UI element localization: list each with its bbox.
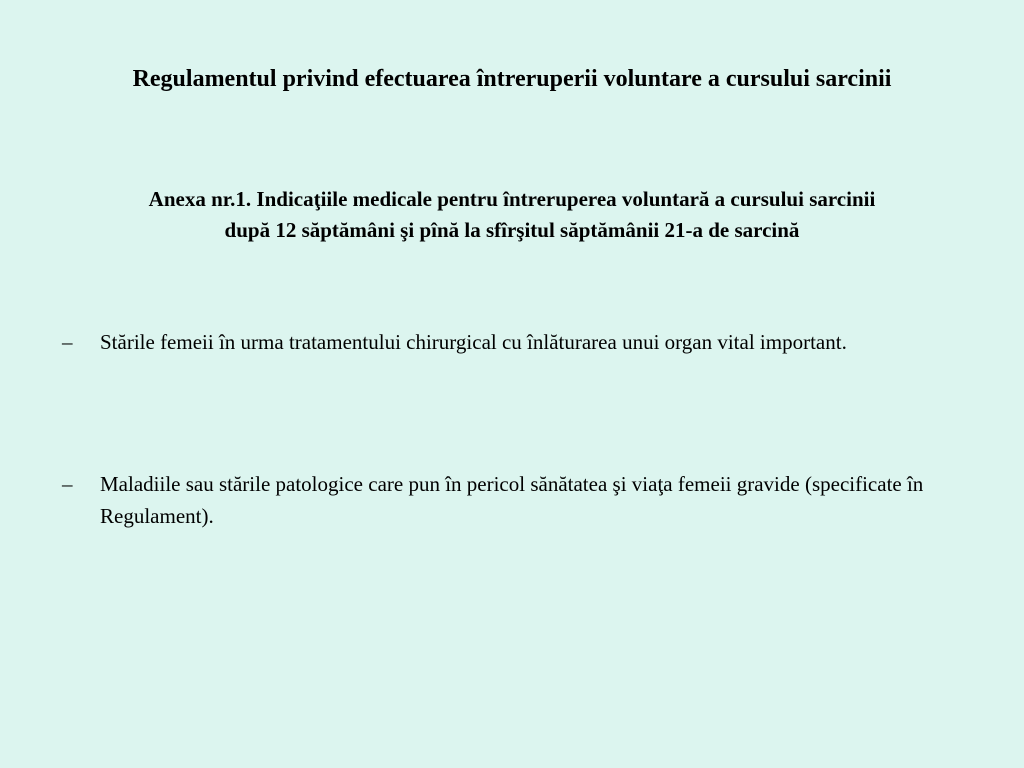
bullet-text: Stările femeii în urma tratamentului chirurgical cu înlăturarea unui organ vital important. xyxy=(100,330,847,354)
slide-subtitle xyxy=(60,184,964,246)
slide-title: Regulamentul privind efectuarea întreruperii voluntare a cursului sarcinii xyxy=(132,66,892,92)
bullet-item xyxy=(62,468,962,532)
subtitle-line-1: Anexa nr.1. Indicaţiile medicale pentru întreruperea voluntară a cursului sarcinii xyxy=(148,187,876,211)
dash-bullet-icon: – xyxy=(62,472,73,496)
bullet-item xyxy=(62,326,962,358)
bullet-text: Maladiile sau stările patologice care pun în pericol sănătatea şi viaţa femeii gravide (specificate în Regulament). xyxy=(100,472,924,528)
dash-bullet-icon: – xyxy=(62,330,73,354)
subtitle-line-2: după 12 săptămâni şi pînă la sfîrşitul săptămânii 21-a de sarcină xyxy=(224,218,800,242)
